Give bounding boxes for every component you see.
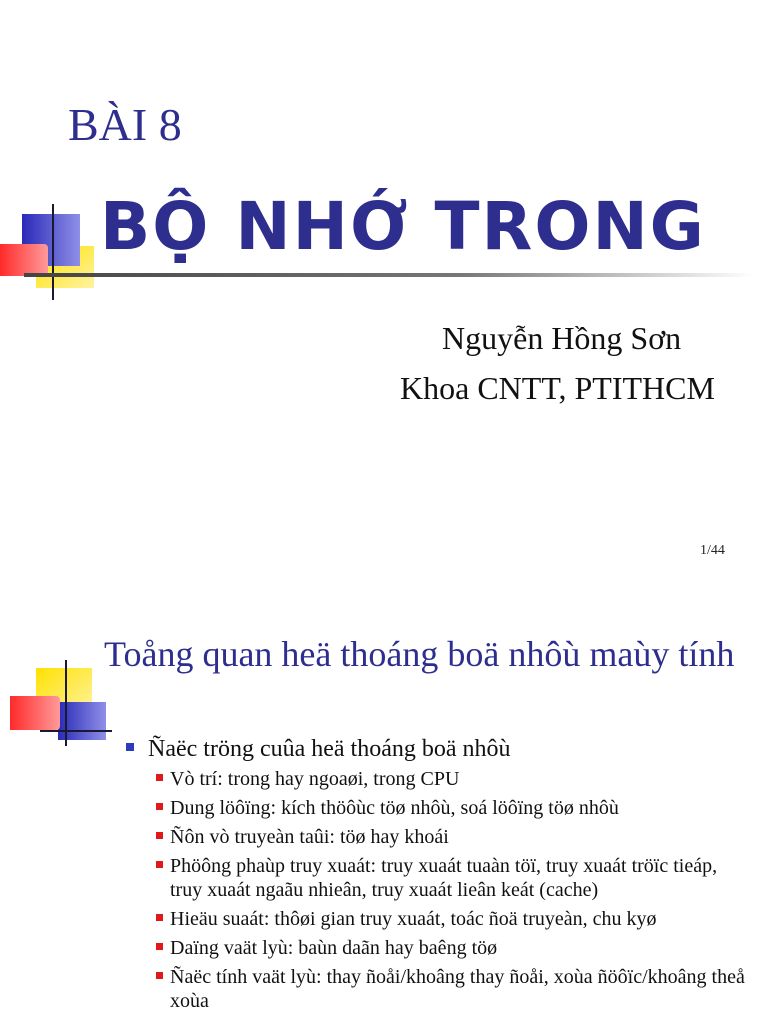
list-item — [122, 825, 752, 849]
list-item-text: Ñôn vò truyeàn taûi: töø hay khoái — [170, 826, 449, 848]
decor-vertical-line — [52, 204, 54, 300]
page-number: 1/44 — [700, 543, 725, 558]
decor-vertical-line — [65, 660, 67, 746]
list-item — [122, 907, 752, 931]
decor-red-square — [10, 696, 60, 730]
square-bullet-icon — [156, 803, 163, 810]
square-bullet-icon — [156, 774, 163, 781]
list-heading-text: Ñaëc tröng cuûa heä thoáng boä nhôù — [148, 736, 511, 762]
list-item-text: Dung löôïng: kích thöôùc töø nhôù, soá löôïng töø nhôù — [170, 797, 619, 819]
list-item-text: Daïng vaät lyù: baùn daãn hay baêng töø — [170, 937, 498, 959]
content-slide — [0, 600, 768, 1024]
bullet-list — [122, 735, 752, 1018]
list-item — [122, 965, 752, 1013]
author-name: Nguyễn Hồng Sơn — [442, 320, 682, 356]
faculty-name: Khoa CNTT, PTITHCM — [400, 370, 715, 406]
list-item-text: Ñaëc tính vaät lyù: thay ñoåi/khoâng thay ñoåi, xoùa ñöôïc/khoâng theå xoùa — [170, 966, 745, 1012]
list-heading-item — [122, 735, 752, 763]
decor-red-square — [0, 244, 48, 276]
title-divider — [24, 273, 754, 277]
list-item — [122, 796, 752, 820]
list-item-text: Vò trí: trong hay ngoaøi, trong CPU — [170, 768, 460, 790]
square-bullet-icon — [156, 943, 163, 950]
list-item — [122, 854, 752, 902]
list-item — [122, 936, 752, 960]
square-bullet-icon — [126, 743, 134, 751]
slide-title: BỘ NHỚ TRONG — [100, 188, 706, 265]
square-bullet-icon — [156, 832, 163, 839]
square-bullet-icon — [156, 972, 163, 979]
lesson-label: BÀI 8 — [68, 99, 182, 150]
list-item — [122, 767, 752, 791]
square-bullet-icon — [156, 914, 163, 921]
decor-horizontal-line — [40, 730, 112, 732]
list-item-text: Phöông phaùp truy xuaát: truy xuaát tuaàn töï, truy xuaát tröïc tieáp, truy xuaát ngaãu nhieân, truy xuaát lieân keát (cache) — [170, 855, 718, 901]
square-bullet-icon — [156, 861, 163, 868]
slide-title: Toång quan heä thoáng boä nhôù maùy tính — [104, 634, 735, 674]
list-item-text: Hieäu suaát: thôøi gian truy xuaát, toác ñoä truyeàn, chu kyø — [170, 908, 657, 930]
